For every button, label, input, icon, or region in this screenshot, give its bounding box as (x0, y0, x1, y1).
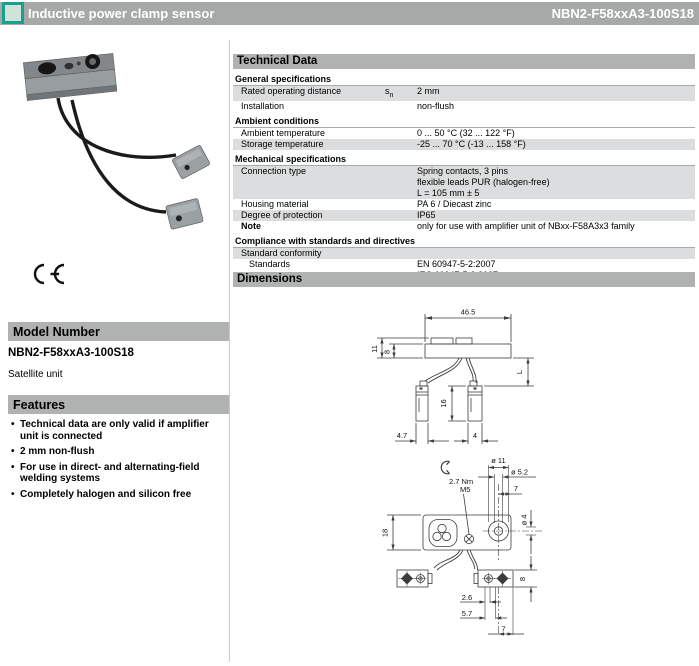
table-section-row: Compliance with standards and directives (233, 232, 695, 248)
brand-logo-icon (2, 2, 24, 24)
table-row: Note only for use with amplifier unit of NBxx-F58A3x3 family (241, 220, 635, 231)
sensor-body-photo (23, 52, 117, 101)
feature-item: • Completely halogen and silicon free (11, 488, 192, 500)
feature-item: • 2 mm non-flush (11, 446, 95, 457)
dim-label-connector-width-left: 4.7 (396, 431, 408, 440)
bullet-icon: • (11, 461, 15, 473)
page-title: Inductive power clamp sensor (28, 6, 215, 21)
bullet-icon: • (11, 488, 15, 500)
model-number-heading: Model Number (8, 322, 229, 341)
dim-label-a: 2.6 (461, 593, 473, 602)
connector-photo (172, 145, 211, 179)
dim-label-body-height: 8 (382, 349, 392, 355)
dim-label-c: 7 (501, 624, 506, 634)
table-section-row: Ambient conditions (233, 112, 695, 128)
mounting-screw-icon (401, 573, 413, 585)
side-view-drawing (350, 303, 590, 451)
dim-label-cable-dia: ø 4 (519, 514, 529, 526)
feature-item: • Technical data are only valid if amplifier unit is connected (11, 419, 209, 442)
dim-label-b: 5.7 (461, 609, 473, 618)
feature-item: • For use in direct- and alternating-field welding systems (11, 461, 200, 484)
dim-label-body-depth: 18 (380, 528, 390, 538)
model-number-value: NBN2-F58xxA3-100S18 (8, 347, 134, 359)
dim-label-connector-width-right: 4 (472, 431, 478, 440)
table-row: Storage temperature -25 ... 70 °C (-13 ... 158 °F) (233, 139, 695, 150)
ce-mark (30, 262, 68, 286)
table-row: Connection type Spring contacts, 3 pins flexible leads PUR (halogen-free) L = 105 mm ± 5 (233, 166, 695, 199)
features-list (8, 419, 229, 504)
dimensions-heading: Dimensions (233, 272, 695, 287)
mounting-screw-icon (497, 573, 509, 585)
dim-label-width: 46.5 (460, 307, 476, 317)
table-row: Rated operating distance $s_n$ 2 mm (233, 86, 695, 101)
dim-label-thread: M5 (460, 485, 471, 494)
table-row: Housing material PA 6 / Diecast zinc (241, 198, 492, 209)
cable-photo (58, 98, 176, 157)
dim-label-connector-length: 16 (439, 399, 448, 408)
wrench-icon (441, 461, 449, 474)
table-section-row: Mechanical specifications (233, 150, 695, 166)
product-photo (8, 42, 228, 257)
dim-label-connector-depth: 8 (518, 576, 527, 582)
bullet-icon: • (11, 419, 15, 430)
model-description: Satellite unit (8, 369, 63, 380)
connector-photo (166, 198, 204, 229)
technical-data-table (233, 70, 695, 281)
column-divider (229, 40, 230, 662)
table-row: Ambient temperature 0 ... 50 °C (32 ... 122 °F) (241, 127, 515, 138)
table-row: Installation non-flush (241, 100, 455, 111)
dim-label-total-height: 11 (370, 345, 379, 353)
table-row: Standard conformity (233, 248, 695, 259)
symbol: $s_n$ (385, 86, 394, 99)
table-row: Degree of protection IP65 (233, 210, 695, 221)
header-bar (0, 2, 699, 25)
technical-data-heading: Technical Data (233, 54, 695, 69)
dim-label-hole-outer: ø 11 (491, 456, 506, 465)
part-number: NBN2-F58xxA3-100S18 (551, 6, 694, 21)
dim-label-hole-edge: 7 (513, 484, 519, 493)
dim-label-cable-length: L (515, 369, 524, 375)
table-section-row: General specifications (233, 70, 695, 86)
dim-label-torque: 2.7 Nm (449, 477, 474, 486)
table-row: Standards EN 60947-5-2:2007 (249, 258, 496, 269)
dim-label-washer: ø 5.2 (511, 467, 529, 477)
features-heading: Features (8, 395, 229, 414)
top-view-drawing (350, 452, 600, 660)
bullet-icon: • (11, 446, 15, 457)
